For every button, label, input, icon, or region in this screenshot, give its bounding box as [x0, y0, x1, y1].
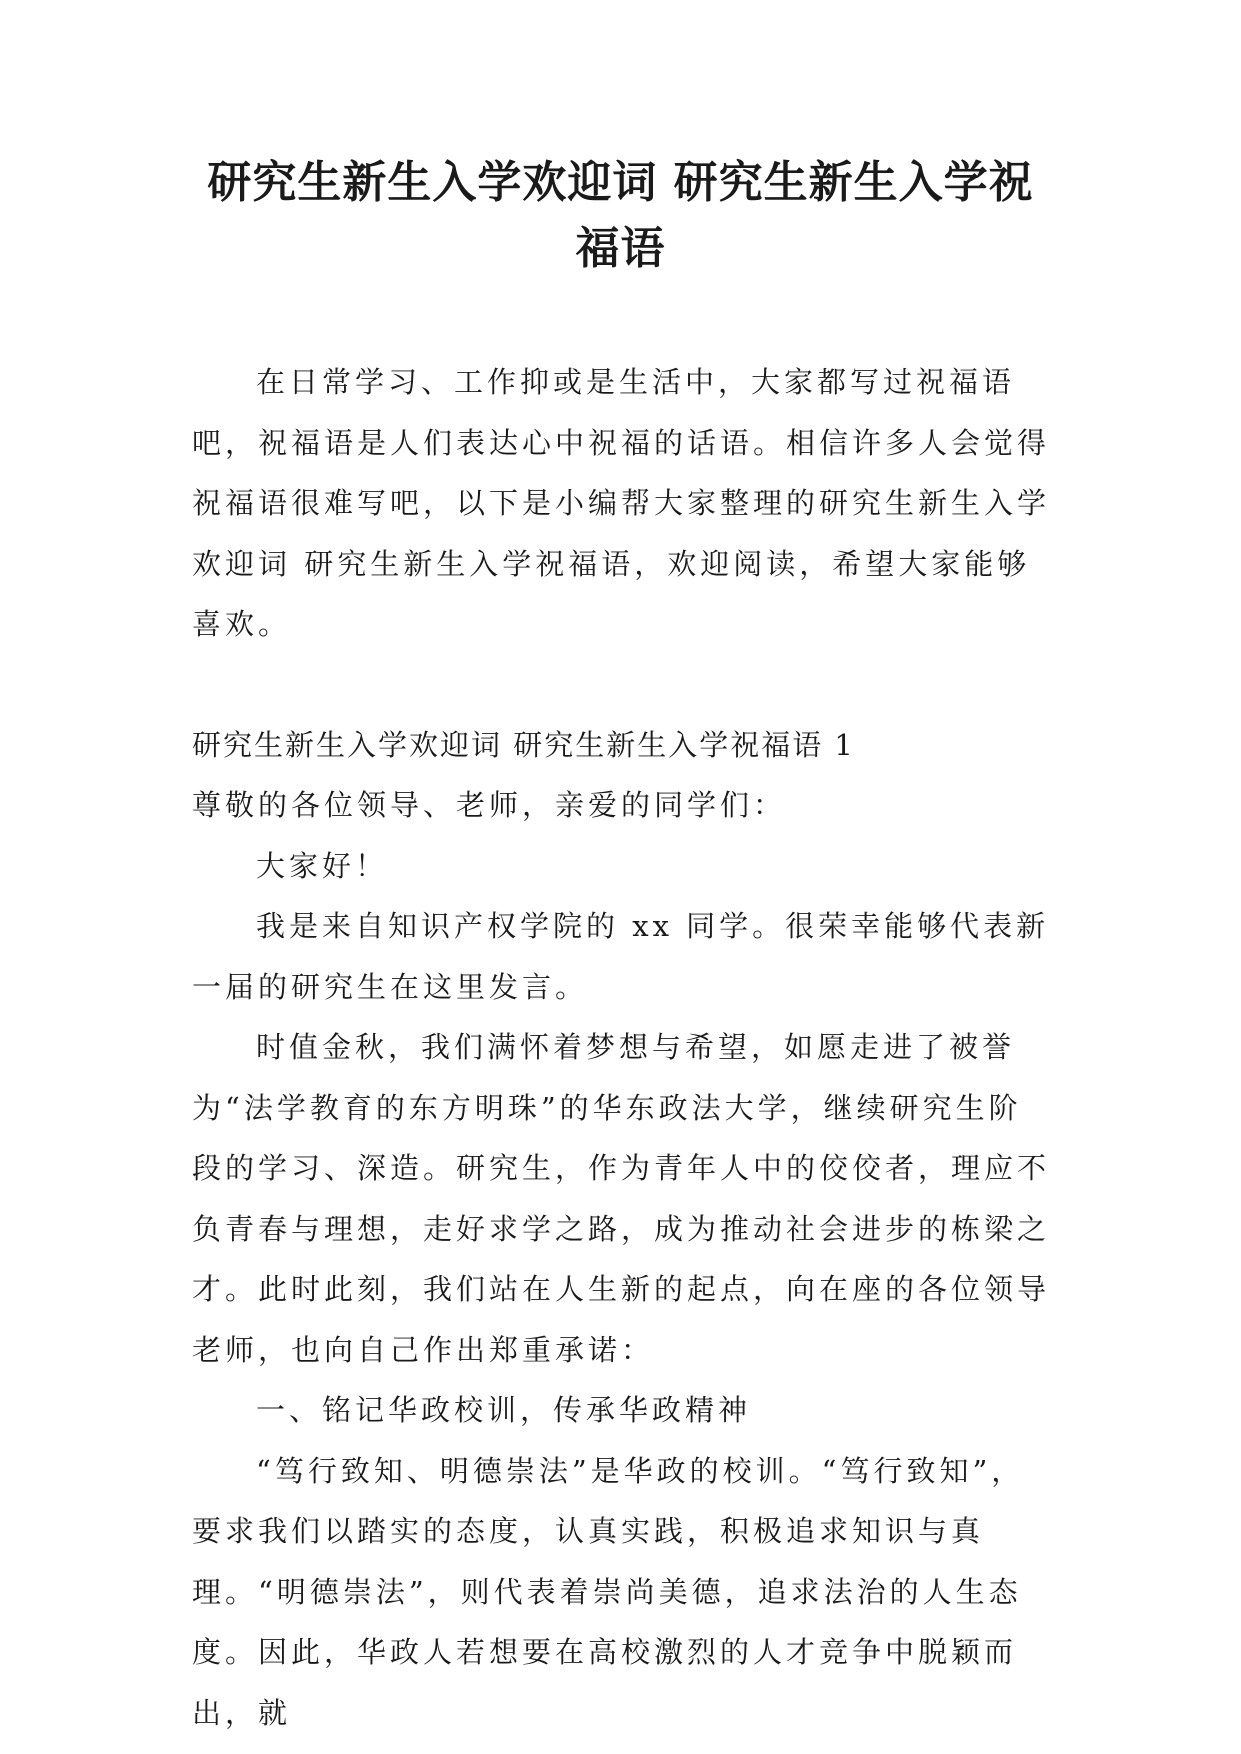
body-paragraph-2: 时值金秋，我们满怀着梦想与希望，如愿走进了被誉为“法学教育的东方明珠”的华东政法大学，继续研究生阶段的学习、深造。研究生，作为青年人中的佼佼者，理应不负青春与理想，走好求学之路，成为推动社会进步的栋梁之才。此时此刻，我们站在人生新的起点，向在座的各位领导老师，也向自己作出郑重承诺：: [192, 1030, 1051, 1367]
greeting: 大家好！: [256, 848, 389, 883]
document-body: [192, 352, 1052, 1743]
body-paragraph-4: “笃行致知、明德崇法”是华政的校训。“笃行致知”，要求我们以踏实的态度，认真实践，积极追求知识与真理。“明德崇法”，则代表着崇尚美德，追求法治的人生态度。因此，华政人若想要在高校激烈的人才竞争中脱颖而出，就: [192, 1453, 1025, 1730]
document-title: [150, 150, 1091, 282]
body-paragraph-3: 一、铭记华政校训，传承华政精神: [256, 1393, 752, 1427]
intro-paragraph: 在日常学习、工作抑或是生活中，大家都写过祝福语吧，祝福语是人们表达心中祝福的话语。相信许多人会觉得祝福语很难写吧，以下是小编帮大家整理的研究生新生入学欢迎词 研究生新生入学祝福语，欢迎阅读，希望大家能够喜欢。: [192, 365, 1051, 641]
salutation: 尊敬的各位领导、老师，亲爱的同学们：: [192, 788, 787, 822]
section-heading: 研究生新生入学欢迎词 研究生新生入学祝福语 1: [192, 727, 855, 762]
title-line-1: 研究生新生入学欢迎词 研究生新生入学祝: [207, 157, 1034, 208]
body-paragraph-1: 我是来自知识产权学院的 xx 同学。很荣幸能够代表新一届的研究生在这里发言。: [192, 909, 1050, 1004]
title-line-2: 福语: [575, 223, 666, 274]
